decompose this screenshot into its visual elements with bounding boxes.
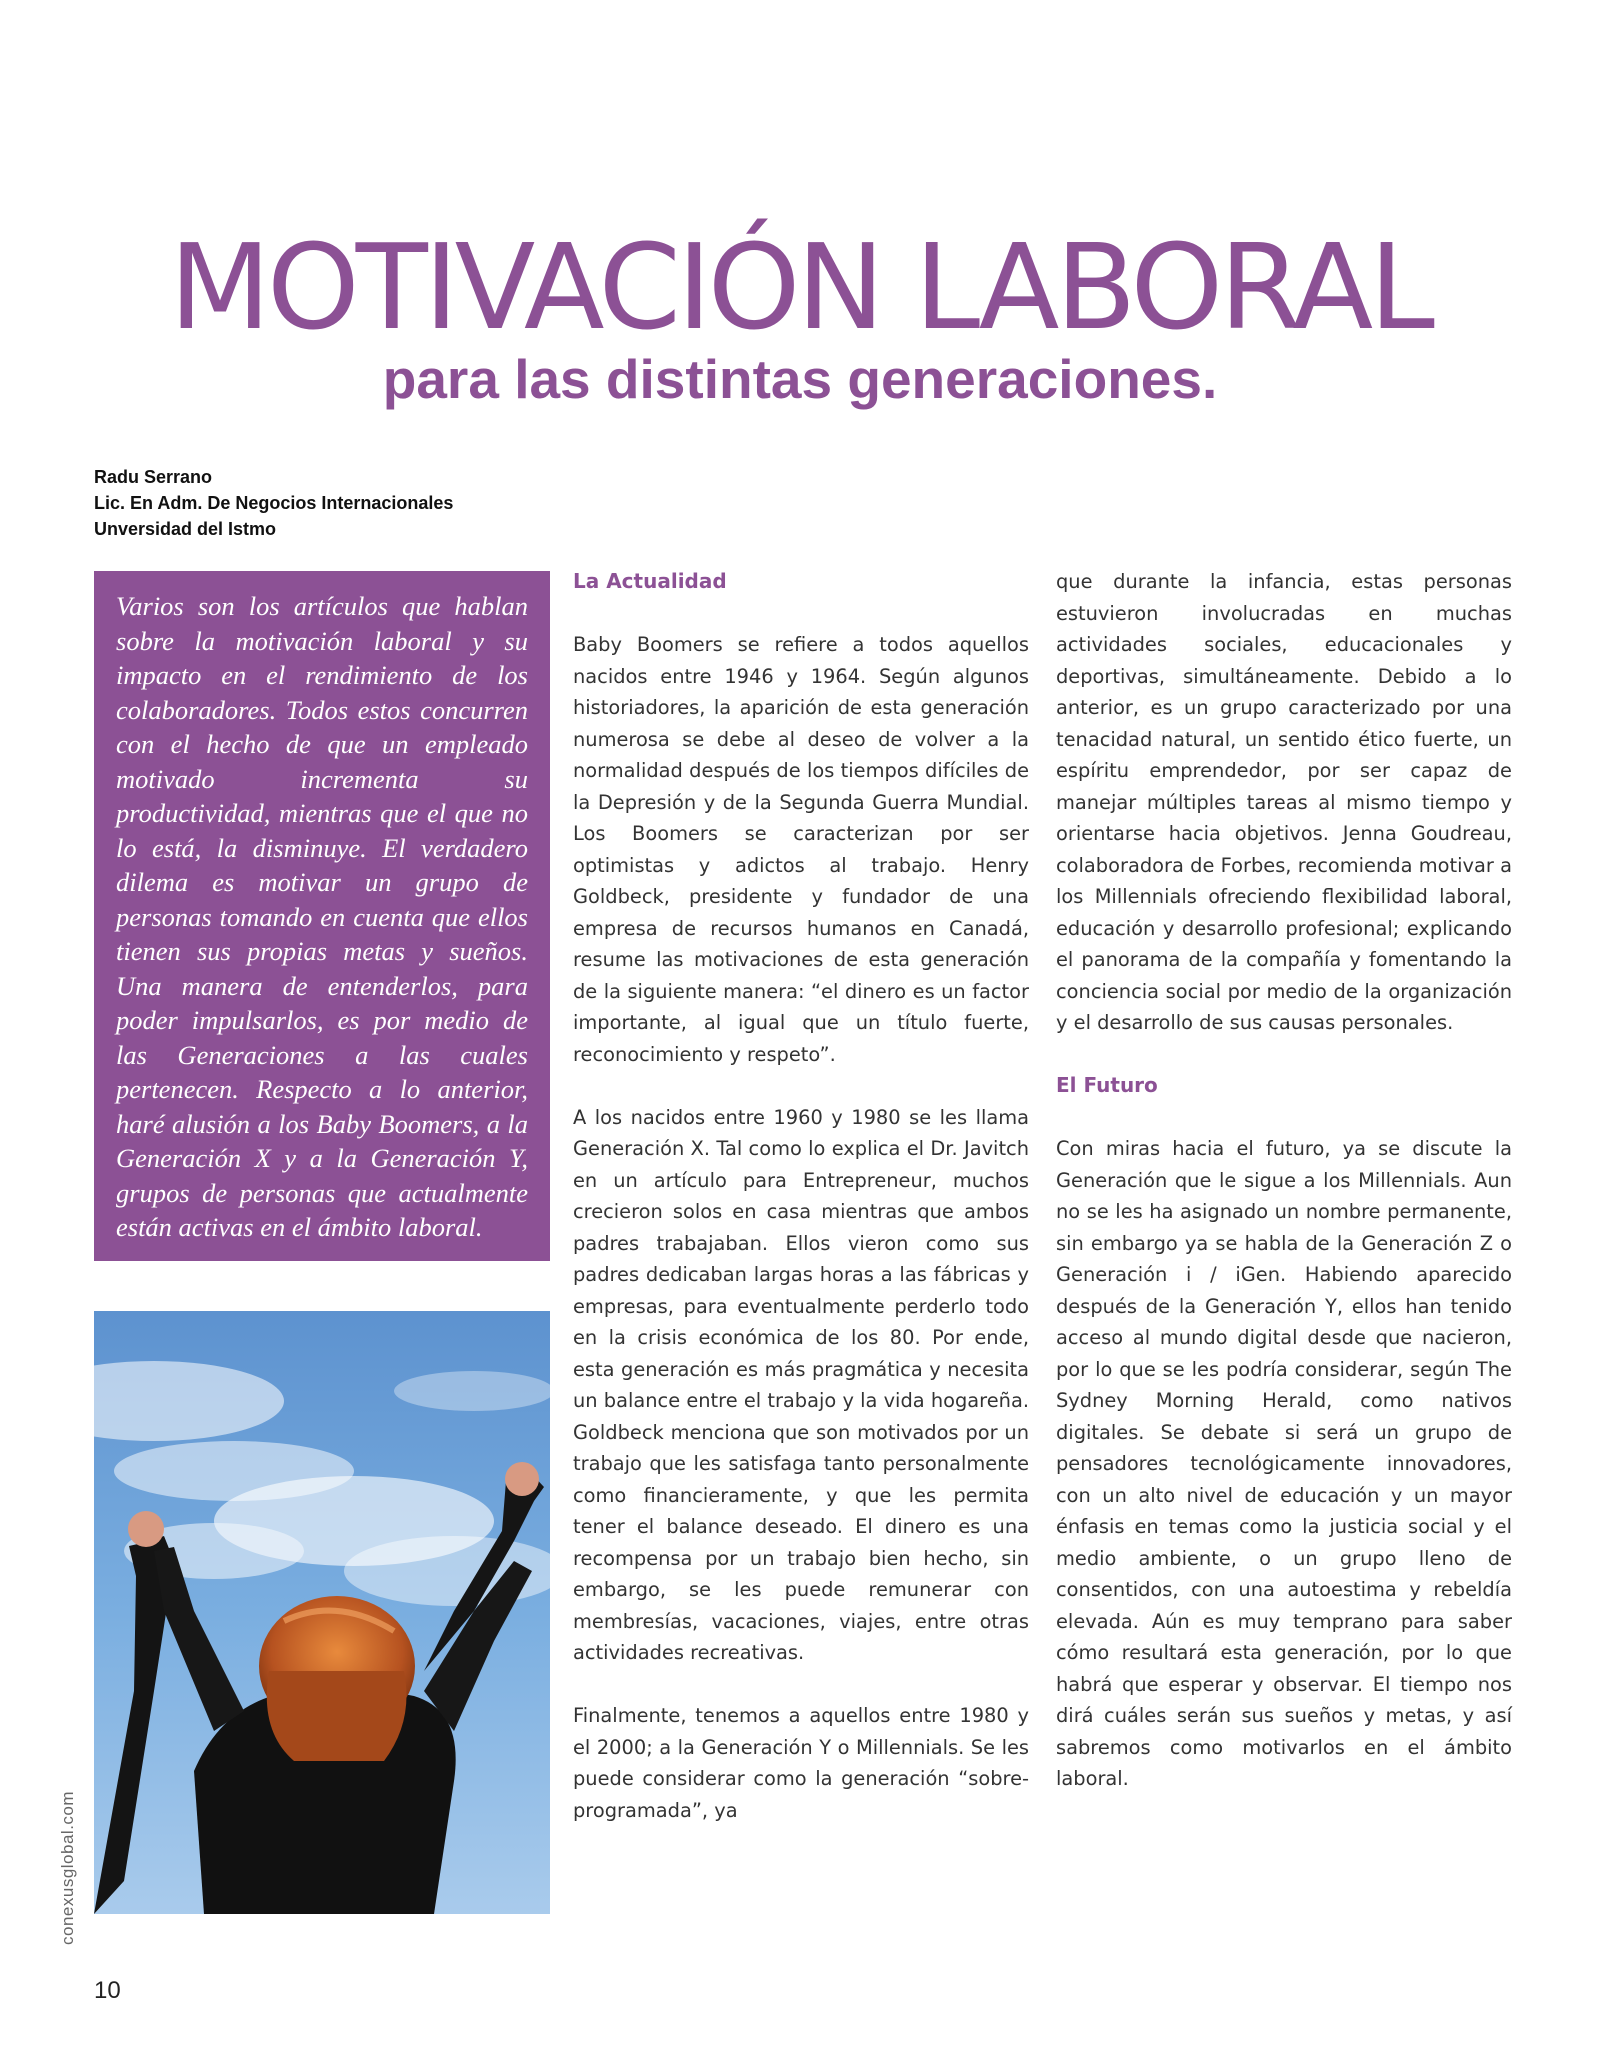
paragraph-generacion-x: A los nacidos entre 1960 y 1980 se les llama Generación X. Tal como lo explica el Dr. Javitch en un artículo para Entrepreneur, muchos crecieron solos en casa mientras que ambos padres trabajaban. Ellos vieron como sus padres dedicaban largas horas a las fábricas y empresas, para eventualmente perderlo todo en la crisis económica de los 80. Por ende, esta generación es más pragmática y necesita un balance entre el trabajo y la vida hogareña. Goldbeck menciona que son motivados por un trabajo que les satisfaga tanto personalmente como financieramente, y que les permita tener el balance deseado. El dinero es una recompensa por un trabajo bien hecho, sin embargo, se les puede remunerar con membresías, vacaciones, viajes, entre otras actividades recreativas. [573, 1105, 1029, 1664]
article-title: MOTIVACIÓN LABORAL [169, 218, 1431, 356]
author-name: Radu Serrano [94, 467, 213, 487]
paragraph-millennials-continued: que durante la infancia, estas personas estuvieron involucradas en muchas actividades sociales, educacionales y deportivas, simultáneamente. Debido a lo anterior, es un grupo caracterizado por una tenacidad natural, un sentido ético fuerte, un espíritu emprendedor, por ser capaz de manejar múltiples tareas al mismo tiempo y orientarse hacia objetivos. Jenna Goudreau, colaboradora de Forbes, recomienda motivar a los Millennials ofreciendo flexibilidad laboral, educación y desarrollo profesional; explicando el panorama de la compañía y fomentando la conciencia social por medio de la organización y el desarrollo de sus causas personales. [1056, 570, 1512, 1034]
paragraph-baby-boomers: Baby Boomers se refiere a todos aquellos nacidos entre 1946 y 1964. Según algunos historiadores, la aparición de esta generación numerosa se debe al deseo de volver a la normalidad después de los tiempos difíciles de la Depresión y de la Segunda Guerra Mundial. Los Boomers se caracterizan por ser optimistas y adictos al trabajo. Henry Goldbeck, presidente y fundador de una empresa de recursos humanos en Canadá, resume las motivaciones de esta generación de la siguiente manera: “el dinero es un factor importante, al igual que un título fuerte, reconocimiento y respeto”. [573, 633, 1029, 1066]
woman-celebrating-sky-image [94, 1311, 550, 1914]
author-university: Unversidad del Istmo [94, 519, 277, 539]
article-subtitle: para las distintas generaciones. [382, 348, 1218, 410]
website-url: conexusglobal.com [58, 1790, 77, 1945]
article-column-1 [573, 566, 1029, 1826]
article-column-2 [1056, 566, 1512, 1795]
paragraph-millennials: Finalmente, tenemos a aquellos entre 1980 y el 2000; a la Generación Y o Millennials. Se les puede considerar como la generación “sobre-programada”, ya [573, 1704, 1029, 1822]
intro-text: Varios son los artículos que hablan sobre la motivación laboral y su impacto en el rendimiento de los colaboradores. Todos estos concurren con el hecho de que un empleado motivado incrementa su productividad, mientras que el que no lo está, la disminuye. El verdadero dilema es motivar un grupo de personas tomando en cuenta que ellos tienen sus propias metas y sueños. Una manera de entenderlos, para poder impulsarlos, es por medio de las Generaciones a las cuales pertenecen. Respecto a lo anterior, haré alusión a los Baby Boomers, a la Generación X y a la Generación Y, grupos de personas que actualmente están activas en el ámbito laboral. [116, 591, 528, 1242]
article-photo [94, 1311, 550, 1914]
intro-box [94, 571, 550, 1261]
paragraph-generacion-z: Con miras hacia el futuro, ya se discute la Generación que le sigue a los Millennials. Aun no se les ha asignado un nombre permanente, sin embargo ya se habla de la Generación Z o Generación i / iGen. Habiendo aparecido después de la Generación Y, ellos han tenido acceso al mundo digital desde que nacieron, por lo que se les podría considerar, según The Sydney Morning Herald, como nativos digitales. Se debate si será un grupo de pensadores tecnológicamente innovadores, con un alto nivel de educación y un mayor énfasis en temas como la justicia social y el medio ambiente, o un grupo lleno de consentidos, con una autoestima y rebeldía elevada. Aún es muy temprano para saber cómo resultará esta generación, por lo que habrá que esperar y observar. El tiempo nos dirá cuáles serán sus sueños y metas, y así sabremos como motivarlos en el ámbito laboral. [1056, 1137, 1512, 1790]
section-heading-el-futuro: El Futuro [1056, 1073, 1158, 1097]
section-heading-la-actualidad: La Actualidad [573, 569, 727, 593]
author-degree: Lic. En Adm. De Negocios Internacionales [94, 493, 454, 513]
author-block [94, 464, 453, 542]
page-number: 10 [94, 1977, 121, 2004]
